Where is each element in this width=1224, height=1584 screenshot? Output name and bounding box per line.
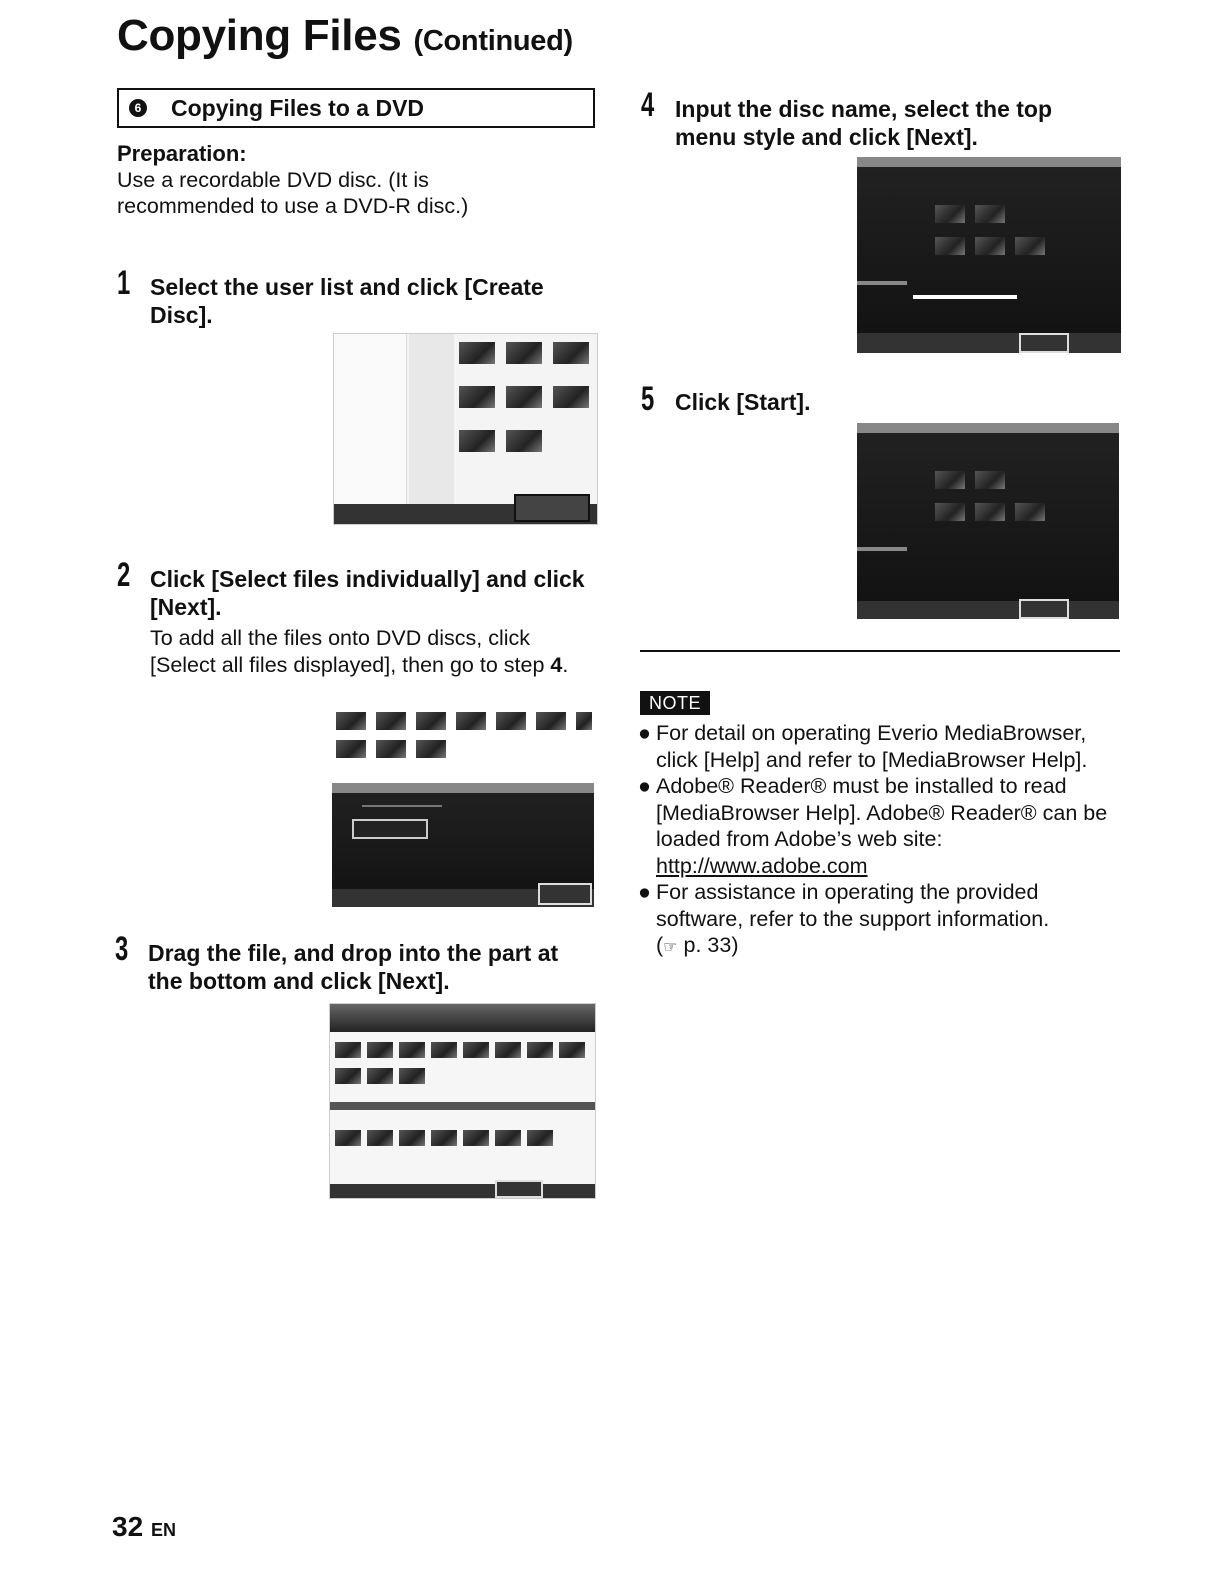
step-4-number: 4 xyxy=(641,86,655,124)
note-item-2-text: Adobe® Reader® must be installed to read [MediaBrowser Help]. Adobe® Reader® can be loaded from Adobe’s web site: xyxy=(656,774,1108,851)
page-number-value: 32 xyxy=(112,1511,144,1542)
page-number xyxy=(112,1511,176,1543)
step-2-body-end: . xyxy=(562,652,569,677)
title-main: Copying Files xyxy=(117,11,402,60)
step-2-number: 2 xyxy=(117,556,131,594)
note-badge: NOTE xyxy=(640,691,710,715)
step-2-body xyxy=(150,625,570,678)
step-2-screenshot xyxy=(332,783,594,907)
step-2-body-text: To add all the files onto DVD discs, click [Select all files displayed], then go to step xyxy=(150,626,551,677)
note-item-3: ● For assistance in operating the provided software, refer to the support information. (☞ p. 33) xyxy=(638,880,1050,957)
step-5-screenshot xyxy=(857,423,1119,619)
step-5-number: 5 xyxy=(641,380,655,418)
step-5-title: Click [Start]. xyxy=(675,389,811,415)
list-panel xyxy=(409,334,454,504)
note-item-3-text: For assistance in operating the provided software, refer to the support information. xyxy=(656,880,1050,931)
preparation-text: Use a recordable DVD disc. (It is recommended to use a DVD-R disc.) xyxy=(117,168,469,218)
note-item-1 xyxy=(638,720,1128,773)
title-subtitle: (Continued) xyxy=(413,25,573,57)
disc-name-field[interactable] xyxy=(913,295,1017,299)
section-label: Copying Files to a DVD xyxy=(171,94,425,121)
bullet-icon: ● xyxy=(638,880,651,904)
step-3-number: 3 xyxy=(115,930,129,968)
adobe-link[interactable]: http://www.adobe.com xyxy=(656,853,868,878)
step-3-title: Drag the file, and drop into the part at the bottom and click [Next]. xyxy=(148,940,559,994)
step-1-title: Select the user list and click [Create Disc]. xyxy=(150,274,544,328)
next-button[interactable] xyxy=(538,883,592,905)
step-3-screenshot xyxy=(329,1003,596,1199)
step-1-screenshot xyxy=(333,333,598,525)
start-button[interactable] xyxy=(1019,599,1069,619)
section-header xyxy=(117,88,595,128)
step-1-number: 1 xyxy=(117,264,131,302)
create-disc-button[interactable] xyxy=(514,494,590,522)
section-number-icon: 6 xyxy=(129,99,147,117)
folder-tree-panel xyxy=(334,334,407,504)
note-item-2 xyxy=(638,773,1128,879)
step-2-title: Click [Select files individually] and click [Next]. xyxy=(150,566,585,620)
bullet-icon: ● xyxy=(638,721,651,745)
step-2-body-step-ref: 4 xyxy=(550,652,563,677)
page-reference: p. 33 xyxy=(683,933,732,957)
note-item-1-text: For detail on operating Everio MediaBrowser, click [Help] and refer to [MediaBrowser Help]. xyxy=(656,721,1088,772)
step-4-screenshot xyxy=(857,157,1121,353)
section-divider xyxy=(640,650,1120,652)
step-2-thumbnails xyxy=(336,708,594,768)
hand-pointer-icon: ☞ xyxy=(663,939,678,956)
select-files-individually-option[interactable] xyxy=(352,819,428,839)
preparation-label: Preparation: xyxy=(117,141,247,166)
page-title xyxy=(117,10,573,67)
bullet-icon: ● xyxy=(638,774,651,798)
step-4-title: Input the disc name, select the top menu style and click [Next]. xyxy=(675,96,1053,150)
page-language: EN xyxy=(150,1520,176,1540)
step-3-next-button[interactable] xyxy=(495,1180,543,1198)
step-4-next-button[interactable] xyxy=(1019,333,1069,353)
